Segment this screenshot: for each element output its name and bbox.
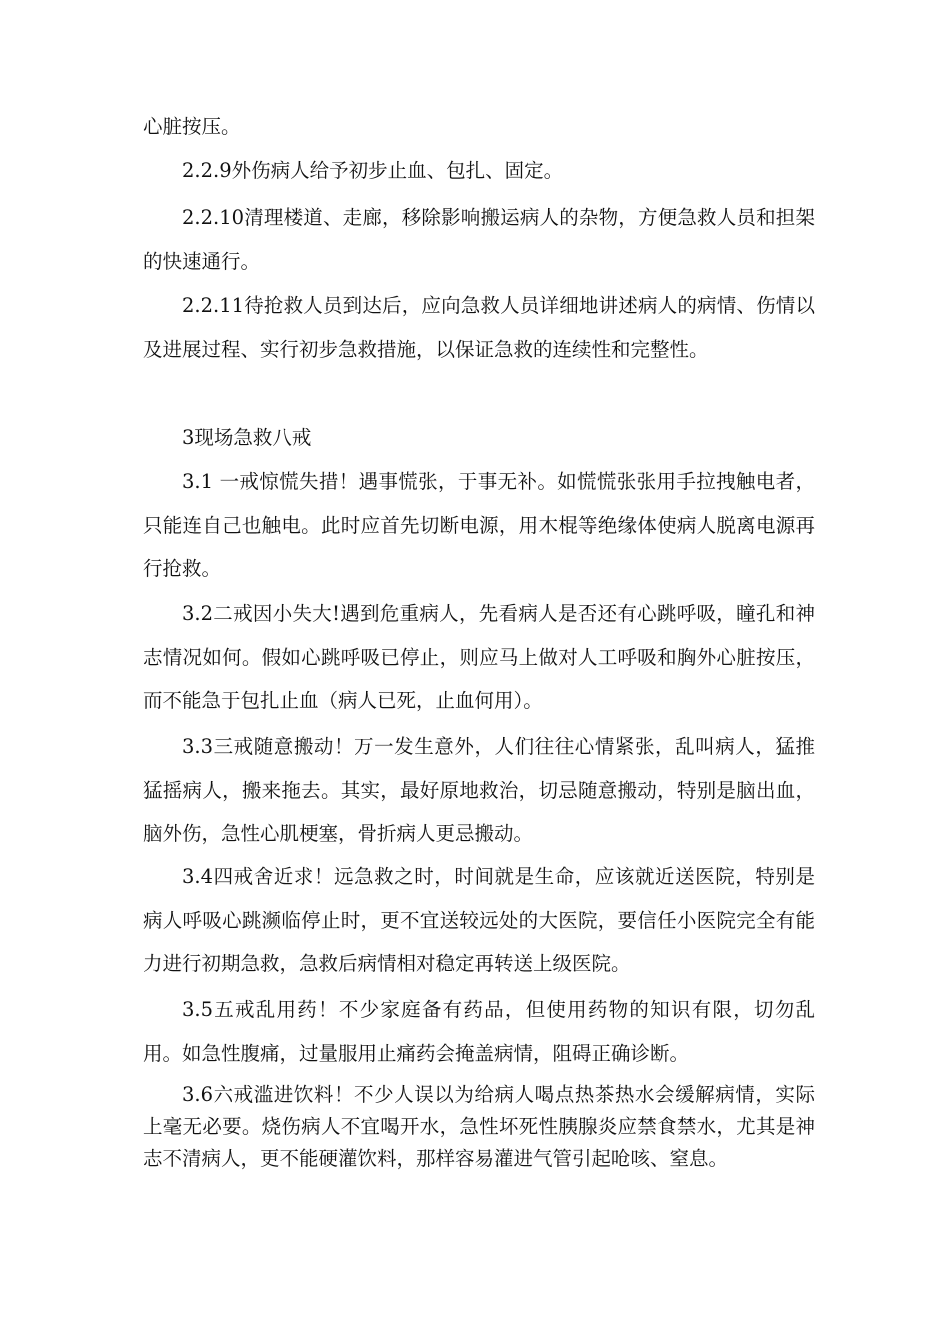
paragraph-3-1: 3.1 一戒惊慌失措！遇事慌张，于事无补。如慌慌张张用手拉拽触电者，只能连自己也触电。此时应首先切断电源，用木棍等绝缘体使病人脱离电源再行抢救。 — [143, 470, 815, 580]
paragraph-2-2-9: 2.2.9外伤病人给予初步止血、包扎、固定。 — [182, 159, 564, 182]
paragraph-continuation: 心脏按压。 — [143, 115, 241, 138]
paragraph-3-6: 3.6六戒滥进饮料！不少人误以为给病人喝点热茶热水会缓解病情，实际上毫无必要。烧伤病人不宜喝开水，急性坏死性胰腺炎应禁食禁水，尤其是神志不清病人，更不能硬灌饮料，那样容易灌进气管引起呛咳、窒息。 — [143, 1083, 815, 1170]
paragraph-3-5: 3.5五戒乱用药！不少家庭备有药品，但使用药物的知识有限，切勿乱用。如急性腹痛，过量服用止痛药会掩盖病情，阻碍正确诊断。 — [143, 998, 815, 1065]
paragraph-2-2-11: 2.2.11待抢救人员到达后，应向急救人员详细地讲述病人的病情、伤情以及进展过程、实行初步急救措施，以保证急救的连续性和完整性。 — [143, 294, 815, 361]
paragraph-3-4: 3.4四戒舍近求！远急救之时，时间就是生命，应该就近送医院，特别是病人呼吸心跳濒临停止时，更不宜送较远处的大医院，要信任小医院完全有能力进行初期急救，急救后病情相对稳定再转送上级医院。 — [143, 865, 815, 975]
paragraph-2-2-10: 2.2.10清理楼道、走廊，移除影响搬运病人的杂物，方便急救人员和担架的快速通行。 — [143, 206, 815, 273]
paragraph-3-3: 3.3三戒随意搬动！万一发生意外，人们往往心情紧张，乱叫病人，猛推猛摇病人，搬来拖去。其实，最好原地救治，切忌随意搬动，特别是脑出血，脑外伤，急性心肌梗塞，骨折病人更忌搬动。 — [143, 735, 815, 845]
paragraph-3-2: 3.2二戒因小失大!遇到危重病人，先看病人是否还有心跳呼吸，瞳孔和神志情况如何。假如心跳呼吸已停止，则应马上做对人工呼吸和胸外心脏按压，而不能急于包扎止血（病人已死，止血何用）。 — [143, 602, 815, 712]
section-heading-3: 3现场急救八戒 — [182, 426, 312, 449]
